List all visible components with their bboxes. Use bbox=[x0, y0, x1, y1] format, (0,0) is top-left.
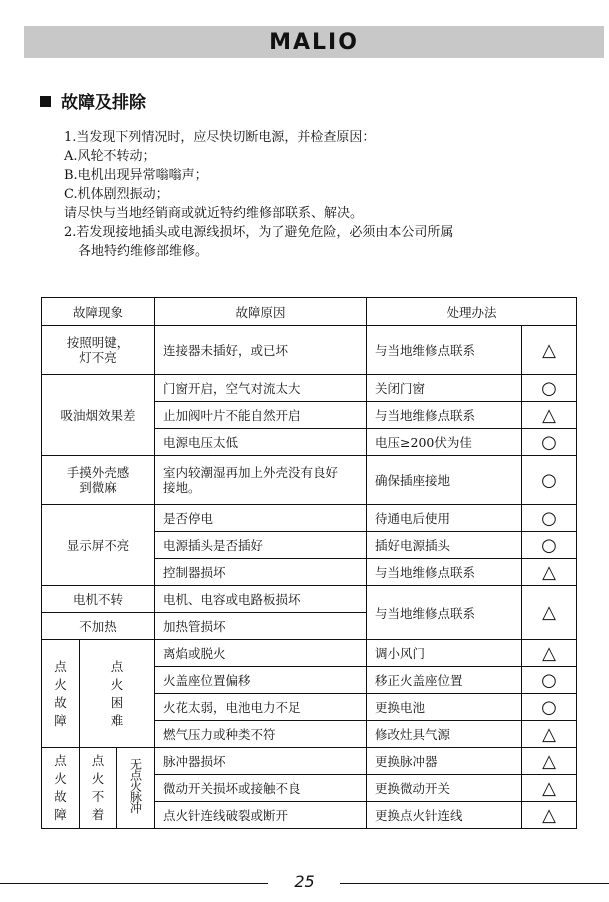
symptom-cell: 点火故障 bbox=[42, 640, 80, 748]
intro-line: 1.当发现下列情况时，应尽快切断电源，并检查原因： bbox=[64, 130, 376, 145]
intro-line: 请尽快与当地经销商或就近特约维修部联系、解决。 bbox=[64, 206, 364, 221]
fault-table bbox=[41, 297, 577, 829]
intro-line: C.机体剧烈振动； bbox=[64, 187, 169, 202]
page-number: 25 bbox=[294, 872, 315, 891]
header-action: 处理办法 bbox=[367, 298, 577, 326]
cause-cell: 离焰或脱火 bbox=[155, 640, 367, 667]
cause-cell: 微动开关损坏或接触不良 bbox=[155, 775, 367, 802]
header-symptom: 故障现象 bbox=[42, 298, 155, 326]
cause-cell: 加热管损坏 bbox=[155, 613, 367, 640]
action-cell: 更换微动开关 bbox=[367, 775, 522, 802]
footer-rule-left bbox=[0, 883, 268, 884]
cause-cell: 火盖座位置偏移 bbox=[155, 667, 367, 694]
header-cause: 故障原因 bbox=[155, 298, 367, 326]
circle-icon: ○ bbox=[522, 429, 577, 456]
triangle-icon: △ bbox=[522, 721, 577, 748]
intro-text bbox=[64, 128, 584, 261]
cause-cell: 连接器未插好，或已坏 bbox=[155, 326, 367, 375]
table-row bbox=[42, 326, 577, 375]
table-row bbox=[42, 586, 577, 613]
symptom-cell: 不加热 bbox=[42, 613, 155, 640]
action-cell: 待通电后使用 bbox=[367, 505, 522, 532]
circle-icon: ○ bbox=[522, 667, 577, 694]
triangle-icon: △ bbox=[522, 586, 577, 640]
brand-bar bbox=[24, 26, 604, 58]
action-cell: 与当地维修点联系 bbox=[367, 559, 522, 586]
action-cell: 更换点火针连线 bbox=[367, 802, 522, 829]
symptom-cell: 电机不转 bbox=[42, 586, 155, 613]
intro-line: 各地特约维修部维修。 bbox=[78, 244, 209, 259]
symptom-cell: 按照明键，灯不亮 bbox=[42, 326, 155, 375]
action-cell: 更换脉冲器 bbox=[367, 748, 522, 775]
action-cell: 更换电池 bbox=[367, 694, 522, 721]
cause-cell: 控制器损坏 bbox=[155, 559, 367, 586]
circle-icon: ○ bbox=[522, 375, 577, 402]
cause-cell: 电源插头是否插好 bbox=[155, 532, 367, 559]
cause-cell: 止加阀叶片不能自然开启 bbox=[155, 402, 367, 429]
action-cell: 电压≥200伏为佳 bbox=[367, 429, 522, 456]
table-header-row bbox=[42, 298, 577, 326]
cause-cell: 燃气压力或种类不符 bbox=[155, 721, 367, 748]
page-footer bbox=[0, 872, 609, 891]
triangle-icon: △ bbox=[522, 559, 577, 586]
action-cell: 修改灶具气源 bbox=[367, 721, 522, 748]
symptom-cell: 手摸外壳感到微麻 bbox=[42, 456, 155, 505]
triangle-icon: △ bbox=[522, 748, 577, 775]
action-cell: 移正火盖座位置 bbox=[367, 667, 522, 694]
symptom-cell: 显示屏不亮 bbox=[42, 505, 155, 586]
cause-cell: 门窗开启，空气对流太大 bbox=[155, 375, 367, 402]
triangle-icon: △ bbox=[522, 402, 577, 429]
table-row bbox=[42, 748, 577, 775]
action-cell: 与当地维修点联系 bbox=[367, 402, 522, 429]
brand-logo: MALIO bbox=[269, 30, 359, 55]
table-row bbox=[42, 375, 577, 402]
action-cell: 插好电源插头 bbox=[367, 532, 522, 559]
footer-rule-right bbox=[340, 883, 609, 884]
circle-icon: ○ bbox=[522, 694, 577, 721]
circle-icon: ○ bbox=[522, 532, 577, 559]
cause-cell: 是否停电 bbox=[155, 505, 367, 532]
cause-cell: 脉冲器损坏 bbox=[155, 748, 367, 775]
symptom-cell: 点火困难 bbox=[80, 640, 155, 748]
action-cell: 确保插座接地 bbox=[367, 456, 522, 505]
triangle-icon: △ bbox=[522, 802, 577, 829]
symptom-cell: 无点火脉冲 bbox=[117, 748, 155, 829]
circle-icon: ○ bbox=[522, 505, 577, 532]
triangle-icon: △ bbox=[522, 775, 577, 802]
action-cell: 调小风门 bbox=[367, 640, 522, 667]
intro-line: B.电机出现异常嗡嗡声； bbox=[64, 168, 208, 183]
intro-line: A.风轮不转动； bbox=[64, 149, 156, 164]
circle-icon: ○ bbox=[522, 456, 577, 505]
section-heading bbox=[40, 88, 146, 113]
intro-line: 2.若发现接地插头或电源线损坏，为了避免危险，必须由本公司所属 bbox=[64, 225, 454, 240]
table-row bbox=[42, 505, 577, 532]
cause-cell: 室内较潮湿再加上外壳没有良好接地。 bbox=[155, 456, 367, 505]
cause-cell: 火花太弱，电池电力不足 bbox=[155, 694, 367, 721]
cause-cell: 点火针连线破裂或断开 bbox=[155, 802, 367, 829]
action-cell: 与当地维修点联系 bbox=[367, 326, 522, 375]
symptom-cell: 吸油烟效果差 bbox=[42, 375, 155, 456]
triangle-icon: △ bbox=[522, 640, 577, 667]
symptom-cell: 点火不着 bbox=[80, 748, 117, 829]
action-cell: 与当地维修点联系 bbox=[367, 586, 522, 640]
table-row bbox=[42, 456, 577, 505]
section-title: 故障及排除 bbox=[61, 93, 146, 113]
table-row bbox=[42, 640, 577, 667]
cause-cell: 电源电压太低 bbox=[155, 429, 367, 456]
symptom-cell: 点火故障 bbox=[42, 748, 80, 829]
square-bullet-icon bbox=[40, 96, 51, 107]
triangle-icon: △ bbox=[522, 326, 577, 375]
cause-cell: 电机、电容或电路板损坏 bbox=[155, 586, 367, 613]
action-cell: 关闭门窗 bbox=[367, 375, 522, 402]
